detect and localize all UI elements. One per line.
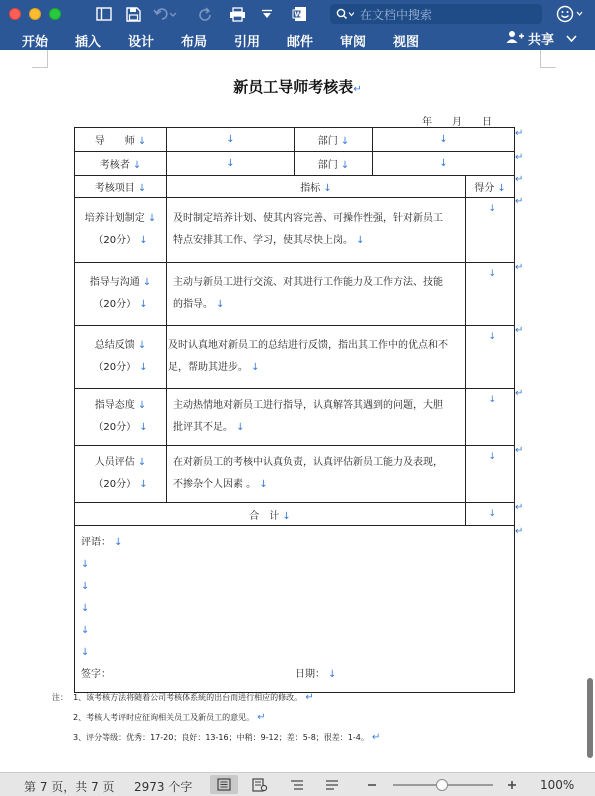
indicator-text: 在对新员工的考核中认真负责，认真评估新员工能力及表现， [173, 457, 443, 468]
score-cell[interactable]: ↓ [466, 326, 515, 389]
table-row [75, 152, 515, 176]
indicator-text: 的指导。 [173, 299, 213, 310]
column-header-indicator: 指标 ↓ [167, 176, 466, 198]
mentor-value-cell[interactable]: ↓ [167, 128, 295, 152]
dept-label: 部门 [317, 136, 338, 147]
total-label-cell: 合 计 ↓ [75, 503, 466, 526]
tab-insert[interactable]: 插入 [75, 35, 102, 50]
vertical-scrollbar[interactable] [585, 50, 595, 772]
tab-mailings[interactable]: 邮件 [287, 35, 314, 50]
word-count[interactable]: 2973 个字 [134, 780, 193, 794]
notes: 注： 1、该考核方法将随着公司考核体系統的出台而进行相应的修改。 ↵ 2、考核人考评时应征询相关员工及新员工的意见。 ↵ 3、评分等级：优秀：17-20；良好：13-16；中稍：9-12；差：5-8；很差：1-4。 ↵ [52, 692, 381, 743]
signature-label: 签字： [81, 669, 111, 680]
item-name: 总结反馈 [94, 340, 135, 351]
indicator-cell: 主动热情地对新员工进行指导，认真解答其遇到的问题，大胆 批评其不足。 ↓ [167, 389, 466, 446]
table-row [75, 326, 515, 389]
item-points: （20分） [93, 235, 137, 246]
chevron-down-icon[interactable] [566, 31, 577, 46]
dept-label-cell: 部门 ↓ [295, 128, 373, 152]
status-bar [0, 772, 595, 796]
evaluation-table [74, 127, 515, 693]
comment-row [75, 526, 515, 693]
tab-layout[interactable]: 布局 [181, 35, 208, 50]
date-label: 日期： [295, 669, 325, 680]
total-row [75, 503, 515, 526]
redo-icon[interactable] [196, 4, 214, 24]
score-cell[interactable]: ↓ [466, 198, 515, 263]
zoom-window-button[interactable] [49, 8, 61, 20]
notes-prefix: 注： [52, 693, 68, 702]
indicator-cell: 在对新员工的考核中认真负责，认真评估新员工能力及表现， 不掺杂个人因素 。 ↓ [167, 446, 466, 503]
column-header-item: 考核项目 ↓ [75, 176, 167, 198]
total-label: 合 计 [249, 510, 280, 522]
crop-mark [32, 50, 48, 68]
minimize-window-button[interactable] [29, 8, 41, 20]
item-name-cell: 总结反馈 ↓ （20分） ↓ [75, 326, 167, 389]
share-label: 共享 [528, 33, 555, 48]
assessor-label-cell: 考核者 ↓ [75, 152, 167, 176]
indicator-text: 特点安排其工作、学习，使其尽快上岗。 [173, 235, 353, 246]
sidebar-icon[interactable] [94, 4, 114, 24]
indicator-text: 及时认真地对新员工的总结进行反馈，指出其工作中的优点和不 [168, 340, 448, 351]
title-bar [0, 0, 595, 28]
zoom-level[interactable]: 100% [540, 778, 575, 792]
tab-design[interactable]: 设计 [128, 35, 155, 50]
indicator-text: 主动与新员工进行交流、对其进行工作能力及工作方法、技能 [173, 277, 443, 288]
item-points: （20分） [93, 479, 137, 490]
item-points: （20分） [93, 422, 137, 433]
document-page[interactable]: 新员工导师考核表↵ 年 月 日 导 师 ↓ ↓ 部门 ↓ ↓ 考核者 ↓ ↓ 部门 ↓ ↓ 考核项目 ↓ 指标 ↓ 得分 ↓ 培养计划制定 ↓ （20分） ↓ 及时制定培养计划、使其内容完善、可操作性强，针对新员工 特点安排其工作、学习，使其尽快上岗。 ↓ ↓ 指导与沟通 ↓ （20分） ↓ 主动与新员工进行交流、对其进行工作能力及工作方法、技能 的指导。 ↓ ↓ 总结反馈 ↓ （20分） ↓ 及时认真地对新员工的总结进行反馈，指出其工作中的优点和不 足，帮助其进步。 ↓ ↓ 指导态度 ↓ （20分） ↓ 主动热情地对新员工进行指导，认真解答其遇到的问题，大胆 批评其不足。 ↓ ↓ 人员评估 ↓ （20分） ↓ 在对新员工的考核中认真负责，认真评估新员工能力及表现， 不掺杂个人因素 。 ↓ ↓ 合 计 ↓ ↓ 评语： ↓ ↓ ↓ ↓ ↓ ↓ 签字： 日期： ↓ ↵ ↵ ↵ ↵ ↵ ↵ ↵ ↵ ↵ ↵ 注： 1、该考核方法将随着公司考核体系統的出台而进行相应的修改。 ↵ 2、考核人考评时应征询相关员工及新员工的意见。 ↵ 3、评分等级：优秀：17-20；良好：13-16；中稍：9-12；差：5-8；很差：1-4。 ↵ [0, 50, 595, 772]
crop-mark [540, 50, 556, 68]
tab-view[interactable]: 视图 [393, 35, 420, 50]
search-input[interactable]: 在文档中搜索 [360, 7, 433, 22]
table-row [75, 198, 515, 263]
dept-label-cell: 部门 ↓ [295, 152, 373, 176]
document-title-text: 新员工导师考核表 [233, 78, 354, 96]
table-row [75, 128, 515, 152]
item-name: 人员评估 [94, 457, 135, 468]
item-name-cell: 指导与沟通 ↓ （20分） ↓ [75, 263, 167, 326]
assessor-value-cell[interactable]: ↓ [167, 152, 295, 176]
svg-text:W: W [293, 10, 302, 19]
dept-value-cell[interactable]: ↓ [373, 128, 515, 152]
column-header-score-text: 得分 [474, 183, 495, 194]
table-row [75, 389, 515, 446]
score-cell[interactable]: ↓ [466, 446, 515, 503]
column-header-score: 得分 ↓ [466, 176, 515, 198]
column-header-indicator-text: 指标 [300, 183, 321, 194]
search-icon [336, 5, 354, 24]
ribbon [0, 28, 595, 50]
indicator-text: 主动热情地对新员工进行指导，认真解答其遇到的问题，大胆 [173, 400, 443, 411]
save-icon[interactable] [123, 4, 143, 24]
document-title: 新员工导师考核表↵ [233, 78, 362, 96]
zoom-out-icon[interactable] [358, 775, 386, 794]
indicator-text: 批评其不足。 [173, 422, 233, 433]
mentor-label: 导 师 [94, 136, 135, 147]
item-name-cell: 培养计划制定 ↓ （20分） ↓ [75, 198, 167, 263]
tab-home[interactable]: 开始 [22, 35, 49, 50]
read-mode-icon[interactable] [246, 775, 274, 794]
assessor-label: 考核者 [99, 160, 130, 171]
score-cell[interactable]: ↓ [466, 263, 515, 326]
mentor-label-cell: 导 师 ↓ [75, 128, 167, 152]
note-item: 2、考核人考评时应征询相关员工及新员工的意见。 [73, 713, 255, 722]
share-button[interactable] [506, 29, 577, 48]
item-name-cell: 人员评估 ↓ （20分） ↓ [75, 446, 167, 503]
dept-label: 部门 [317, 160, 338, 171]
table-row [75, 263, 515, 326]
smiley-icon[interactable] [556, 4, 588, 24]
draft-icon[interactable] [318, 775, 346, 794]
item-name-cell: 指导态度 ↓ （20分） ↓ [75, 389, 167, 446]
column-header-item-text: 考核项目 [94, 183, 135, 194]
close-window-button[interactable] [9, 8, 21, 20]
outline-icon[interactable] [283, 775, 311, 794]
item-name: 指导态度 [94, 400, 135, 411]
page-info[interactable]: 第 7 页，共 7 页 [24, 780, 115, 794]
search-box[interactable] [330, 4, 542, 24]
print-layout-icon[interactable] [210, 775, 238, 794]
total-score-cell[interactable]: ↓ [466, 503, 515, 526]
tab-references[interactable]: 引用 [234, 35, 261, 50]
comment-cell[interactable]: 评语： ↓ ↓ ↓ ↓ ↓ ↓ 签字： 日期： ↓ [75, 526, 515, 693]
item-name: 指导与沟通 [89, 277, 140, 288]
item-name: 培养计划制定 [84, 213, 145, 224]
zoom-in-icon[interactable] [498, 775, 526, 794]
document-icon[interactable] [289, 4, 309, 24]
scrollbar-thumb[interactable] [587, 678, 593, 758]
indicator-cell: 主动与新员工进行交流、对其进行工作能力及工作方法、技能 的指导。 ↓ [167, 263, 466, 326]
tab-review[interactable]: 审阅 [340, 35, 367, 50]
dept-value-cell[interactable]: ↓ [373, 152, 515, 176]
table-header-row [75, 176, 515, 198]
indicator-text: 不掺杂个人因素 。 [173, 479, 257, 490]
date-caption: 年 月 日 [422, 117, 492, 128]
undo-icon[interactable] [152, 4, 178, 24]
indicator-cell: 及时制定培养计划、使其内容完善、可操作性强，针对新员工 特点安排其工作、学习，使其尽快上岗。 ↓ [167, 198, 466, 263]
note-item: 3、评分等级：优秀：17-20；良好：13-16；中稍：9-12；差：5-8；很差：1-4。 [73, 733, 369, 742]
indicator-cell: 及时认真地对新员工的总结进行反馈，指出其工作中的优点和不 足，帮助其进步。 ↓ [167, 326, 466, 389]
note-item: 1、该考核方法将随着公司考核体系統的出台而进行相应的修改。 [73, 693, 303, 702]
comment-label: 评语： [81, 537, 111, 548]
table-row [75, 446, 515, 503]
indicator-text: 及时制定培养计划、使其内容完善、可操作性强，针对新员工 [173, 213, 443, 224]
print-icon[interactable] [227, 4, 247, 24]
add-user-icon [506, 30, 524, 48]
zoom-slider-handle[interactable] [436, 779, 448, 791]
item-points: （20分） [93, 299, 137, 310]
customize-icon[interactable] [259, 4, 275, 24]
item-points: （20分） [93, 362, 137, 373]
score-cell[interactable]: ↓ [466, 389, 515, 446]
indicator-text: 足，帮助其进步。 [168, 362, 248, 373]
